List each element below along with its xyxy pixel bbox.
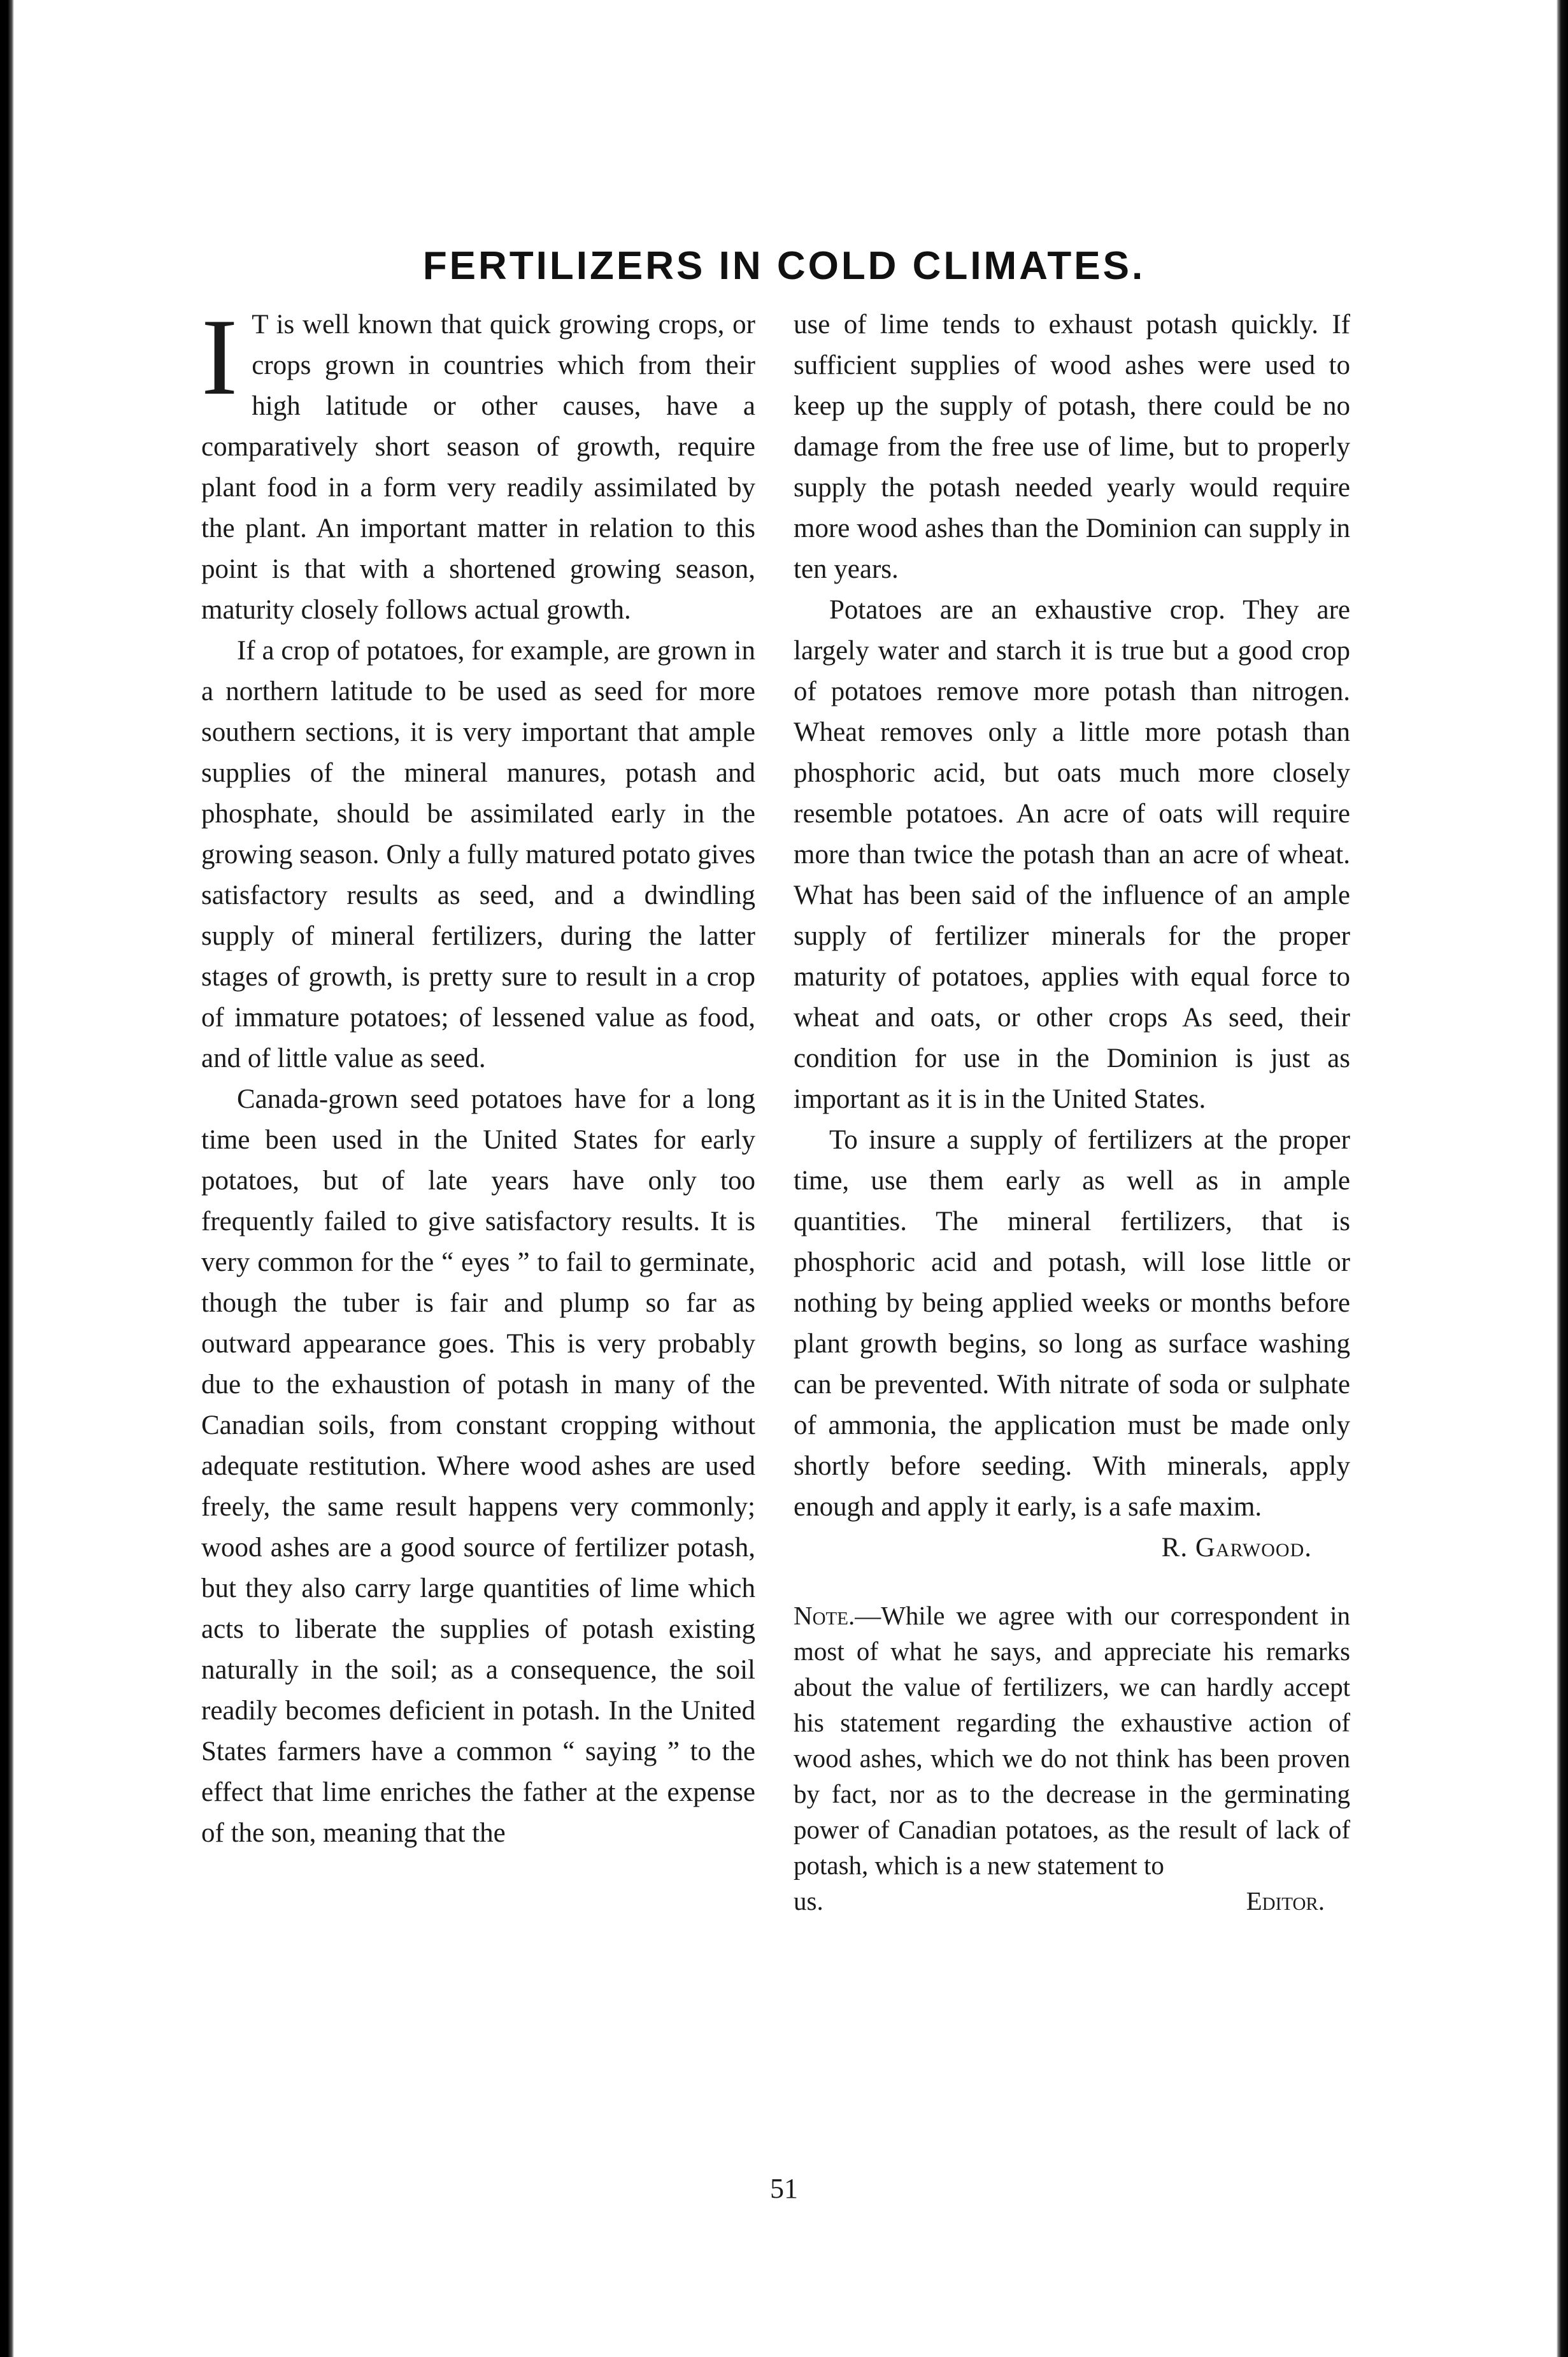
paragraph-1 <box>201 297 755 631</box>
left-column <box>201 297 755 1854</box>
note-text: —While we agree with our correspondent in most of what he says, and appreciate his remarks about the value of fertilizers, we can hardly accept his statement regarding the exhaustive action of wood ashes, which we do not think has been proven by fact, nor as to the decrease in the germinating power of Canadian potatoes, as the result of lack of potash, which is a new statement to <box>794 1601 1350 1880</box>
paragraph-6: To insure a supply of fertilizers at the proper time, use them early as well as in ample quantities. The mineral fertilizers, that is phosphoric acid and potash, will lose little or nothing by being applied weeks or months before plant growth begins, so long as surface washing can be prevented. With nitrate of soda or sulphate of ammonia, the application must be made only shortly before seeding. With minerals, apply enough and apply it early, is a safe maxim. <box>794 1125 1350 1522</box>
author-signature: R. Garwood. <box>1161 1533 1312 1563</box>
drop-cap: I <box>201 297 238 418</box>
paragraph-2: If a crop of potatoes, for example, are grown in a northern latitude to be used as seed for more southern sections, it is very important that ample supplies of the mineral manures, potash and phosphate, should be assimilated early in the growing season. Only a fully matured potato gives satisfactory results as seed, and a dwindling supply of mineral fertilizers, during the latter stages of growth, is pretty sure to result in a crop of immature potatoes; of lessened value as food, and of little value as seed. <box>201 636 755 1073</box>
editor-signature: Editor. <box>1246 1886 1325 1916</box>
scan-edge-right <box>1557 0 1568 2357</box>
article-title: FERTILIZERS IN COLD CLIMATES. <box>422 243 1146 288</box>
note-label: Note. <box>794 1601 855 1630</box>
right-column <box>794 304 1350 1919</box>
paragraph-5: Potatoes are an exhaustive crop. They are largely water and starch it is true but a good crop of potatoes remove more potash than nitrogen. Wheat removes only a little more potash than phosphoric acid, but oats much more closely resemble potatoes. An acre of oats will require more than twice the potash than an acre of wheat. What has been said of the influence of an ample supply of fertilizer minerals for the proper maturity of potatoes, applies with equal force to wheat and oats, or other crops As seed, their condition for use in the Dominion is just as important as it is in the United States. <box>794 595 1350 1114</box>
note-closing-line <box>794 1883 1350 1919</box>
paragraph-3: Canada-grown seed potatoes have for a long time been used in the United States for early potatoes, but of late years have only too frequently failed to give satisfactory results. It is very common for the “ eyes ” to fail to germinate, though the tuber is fair and plump so far as outward appearance goes. This is very probably due to the exhaustion of potash in many of the Canadian soils, from constant cropping without adequate restitution. Where wood ashes are used freely, the same result happens very commonly; wood ashes are a good source of fertilizer potash, but they also carry large quantities of lime which acts to liberate the supplies of potash existing naturally in the soil; as a consequence, the soil readily becomes deficient in potash. In the United States farmers have a common “ saying ” to the effect that lime enriches the father at the expense of the son, meaning that the <box>201 1084 755 1848</box>
scan-edge-left <box>0 0 14 2357</box>
editor-note <box>794 1598 1350 1919</box>
note-last-word: us. <box>794 1886 823 1916</box>
paragraph-4: use of lime tends to exhaust potash quickly. If sufficient supplies of wood ashes were used to keep up the supply of potash, there could be no damage from the free use of lime, but to properly supply the potash needed yearly would require more wood ashes than the Dominion can supply in ten years. <box>794 310 1350 584</box>
paragraph-1-text: T is well known that quick growing crops, or crops grown in countries which from their high latitude or other causes, have a comparatively short season of growth, require plant food in a form very readily assimilated by the plant. An important matter in relation to this point is that with a shortened growing season, maturity closely follows actual growth. <box>201 310 755 625</box>
page-number: 51 <box>770 2173 798 2204</box>
